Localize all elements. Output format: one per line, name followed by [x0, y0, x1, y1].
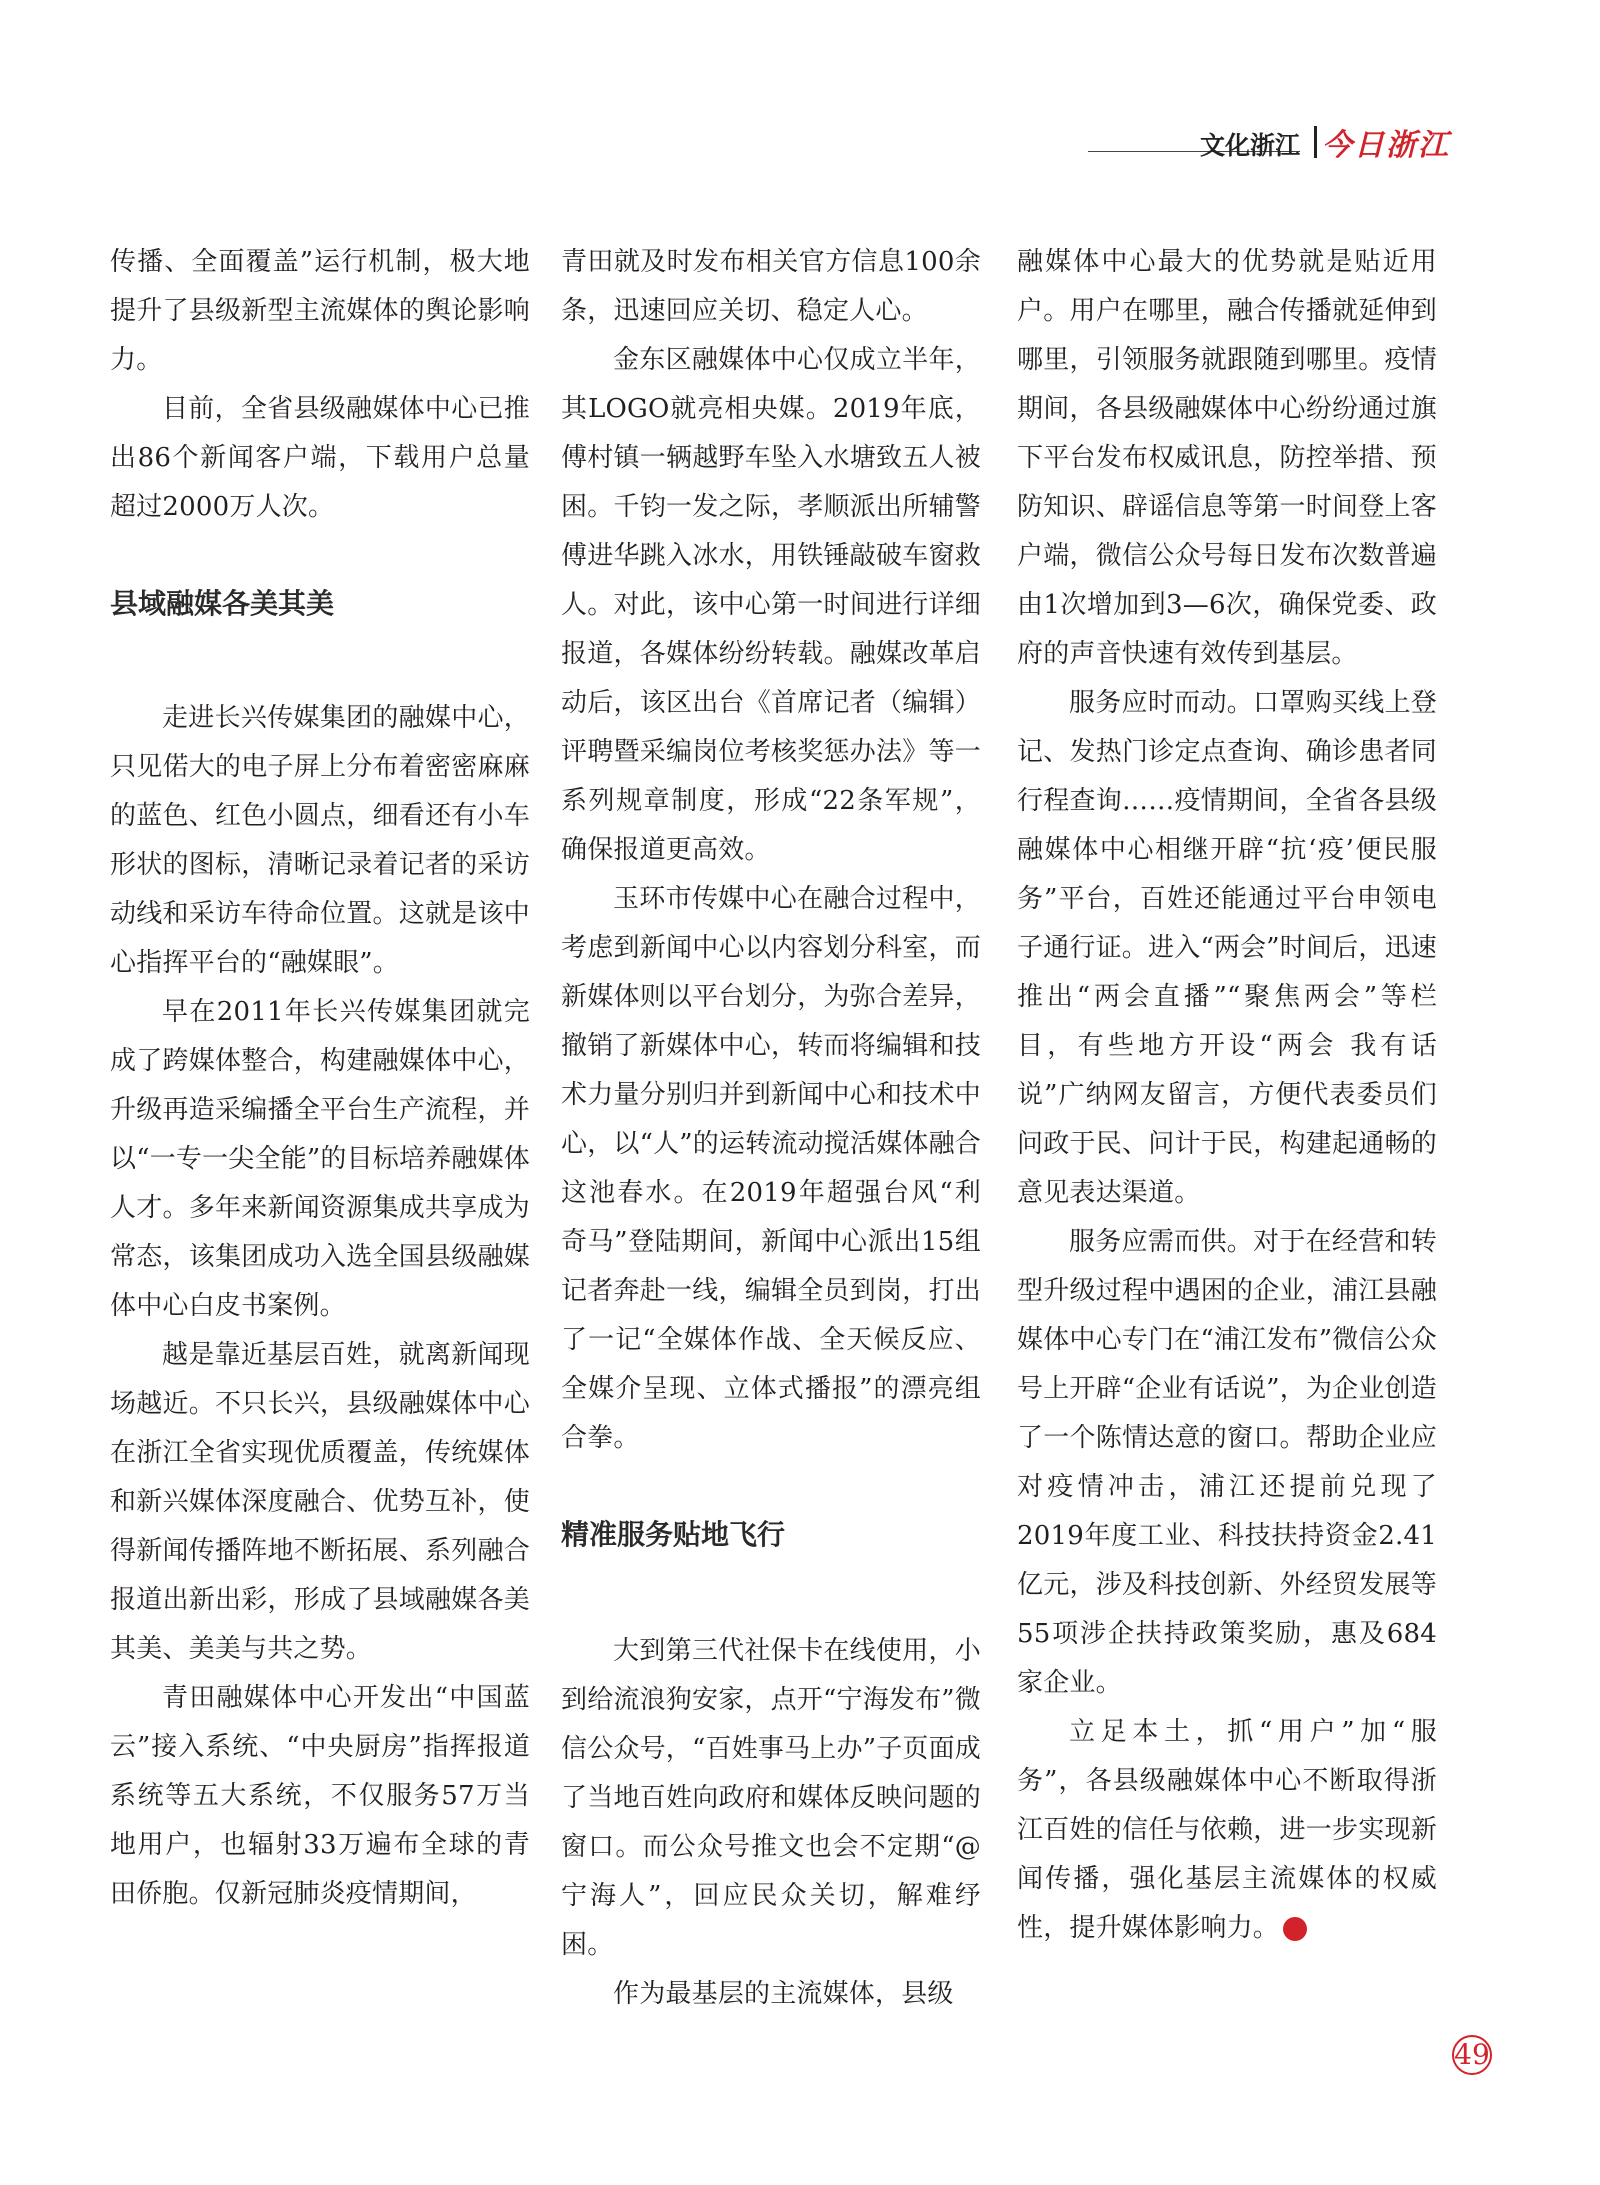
- paragraph-text: 立足本土，抓“用户”加“服务”，各县级融媒体中心不断取得浙江百姓的信任与依赖，进一步实现新闻传播，强化基层主流媒体的权威性，提升媒体影响力。: [1017, 1717, 1437, 1943]
- paragraph: 服务应时而动。口罩购买线上登记、发热门诊定点查询、确诊患者同行程查询……疫情期间，全省各县级融媒体中心相继开辟“抗‘疫’便民服务”平台，百姓还能通过平台申领电子通行证。进入“两会”时间后，迅速推出“两会直播”“聚焦两会”等栏目，有些地方开设“两会 我有话说”广纳网友留言，方便代表委员们问政于民、问计于民，构建起通畅的意见表达渠道。: [1017, 688, 1437, 1208]
- article-column-2: [561, 238, 981, 2019]
- paragraph: 走进长兴传媒集团的融媒中心，只见偌大的电子屏上分布着密密麻麻的蓝色、红色小圆点，细看还有小车形状的图标，清晰记录着记者的采访动线和采访车待命位置。这就是该中心指挥平台的“融媒眼”。: [110, 703, 530, 978]
- header-separator: [1314, 126, 1317, 158]
- article-column-1: [110, 238, 530, 1919]
- paragraph: 传播、全面覆盖”运行机制，极大地提升了县级新型主流媒体的舆论影响力。: [110, 247, 530, 375]
- paragraph: 作为最基层的主流媒体，县级: [613, 1979, 954, 2009]
- paragraph: 越是靠近基层百姓，就离新闻现场越近。不只长兴，县级融媒体中心在浙江全省实现优质覆盖，传统媒体和新兴媒体深度融合、优势互补，使得新闻传播阵地不断拓展、系列融合报道出新出彩，形成了县域融媒各美其美、美美与共之势。: [110, 1340, 530, 1664]
- section-heading: 精准服务贴地飞行: [561, 1518, 786, 1551]
- paragraph: 目前，全省县级融媒体中心已推出86个新闻客户端，下载用户总量超过2000万人次。: [110, 394, 530, 522]
- article-column-3: [1017, 238, 1437, 1953]
- paragraph: 青田就及时发布相关官方信息100余条，迅速回应关切、稳定人心。: [561, 247, 981, 326]
- paragraph: 玉环市传媒中心在融合过程中，考虑到新闻中心以内容划分科室，而新媒体则以平台划分，为弥合差异，撤销了新媒体中心，转而将编辑和技术力量分别归并到新闻中心和技术中心，以“人”的运转流动搅活媒体融合这池春水。在2019年超强台风“利奇马”登陆期间，新闻中心派出15组记者奔赴一线，编辑全员到岗，打出了一记“全媒体作战、全天候反应、全媒介呈现、立体式播报”的漂亮组合拳。: [561, 884, 981, 1453]
- paragraph: 融媒体中心最大的优势就是贴近用户。用户在哪里，融合传播就延伸到哪里，引领服务就跟随到哪里。疫情期间，各县级融媒体中心纷纷通过旗下平台发布权威讯息，防控举措、预防知识、辟谣信息等第一时间登上客户端，微信公众号每日发布次数普遍由1次增加到3—6次，确保党委、政府的声音快速有效传到基层。: [1017, 247, 1437, 669]
- paragraph: 金东区融媒体中心仅成立半年，其LOGO就亮相央媒。2019年底，傅村镇一辆越野车坠入水塘致五人被困。千钧一发之际，孝顺派出所辅警傅进华跳入冰水，用铁锤敲破车窗救人。对此，该中心第一时间进行详细报道，各媒体纷纷转载。融媒改革启动后，该区出台《首席记者（编辑）评聘暨采编岗位考核奖惩办法》等一系列规章制度，形成“22条军规”，确保报道更高效。: [561, 345, 981, 865]
- magazine-logo: 今日浙江: [1322, 128, 1450, 163]
- paragraph: 早在2011年长兴传媒集团就完成了跨媒体整合，构建融媒体中心，升级再造采编播全平台生产流程，并以“一专一尖全能”的目标培养融媒体人才。多年来新闻资源集成共享成为常态，该集团成功入选全国县级融媒体中心白皮书案例。: [110, 997, 530, 1321]
- paragraph: 大到第三代社保卡在线使用，小到给流浪狗安家，点开“宁海发布”微信公众号，“百姓事马上办”子页面成了当地百姓向政府和媒体反映问题的窗口。而公众号推文也会不定期“@宁海人”，回应民众关切，解难纾困。: [561, 1636, 981, 1960]
- article-end-icon: 今: [1283, 1917, 1307, 1941]
- page-number: 49: [1452, 2035, 1492, 2075]
- section-heading: 县域融媒各美其美: [110, 587, 335, 620]
- section-name: 文化浙江: [1200, 131, 1301, 160]
- paragraph: [1017, 1708, 1437, 1953]
- paragraph: 服务应需而供。对于在经营和转型升级过程中遇困的企业，浦江县融媒体中心专门在“浦江发布”微信公众号上开辟“企业有话说”，为企业创造了一个陈情达意的窗口。帮助企业应对疫情冲击，浦江还提前兑现了2019年度工业、科技扶持资金2.41亿元，涉及科技创新、外经贸发展等55项涉企扶持政策奖励，惠及684家企业。: [1017, 1227, 1437, 1698]
- paragraph: 青田融媒体中心开发出“中国蓝云”接入系统、“中央厨房”指挥报道系统等五大系统，不仅服务57万当地用户，也辐射33万遍布全球的青田侨胞。仅新冠肺炎疫情期间，: [110, 1683, 530, 1909]
